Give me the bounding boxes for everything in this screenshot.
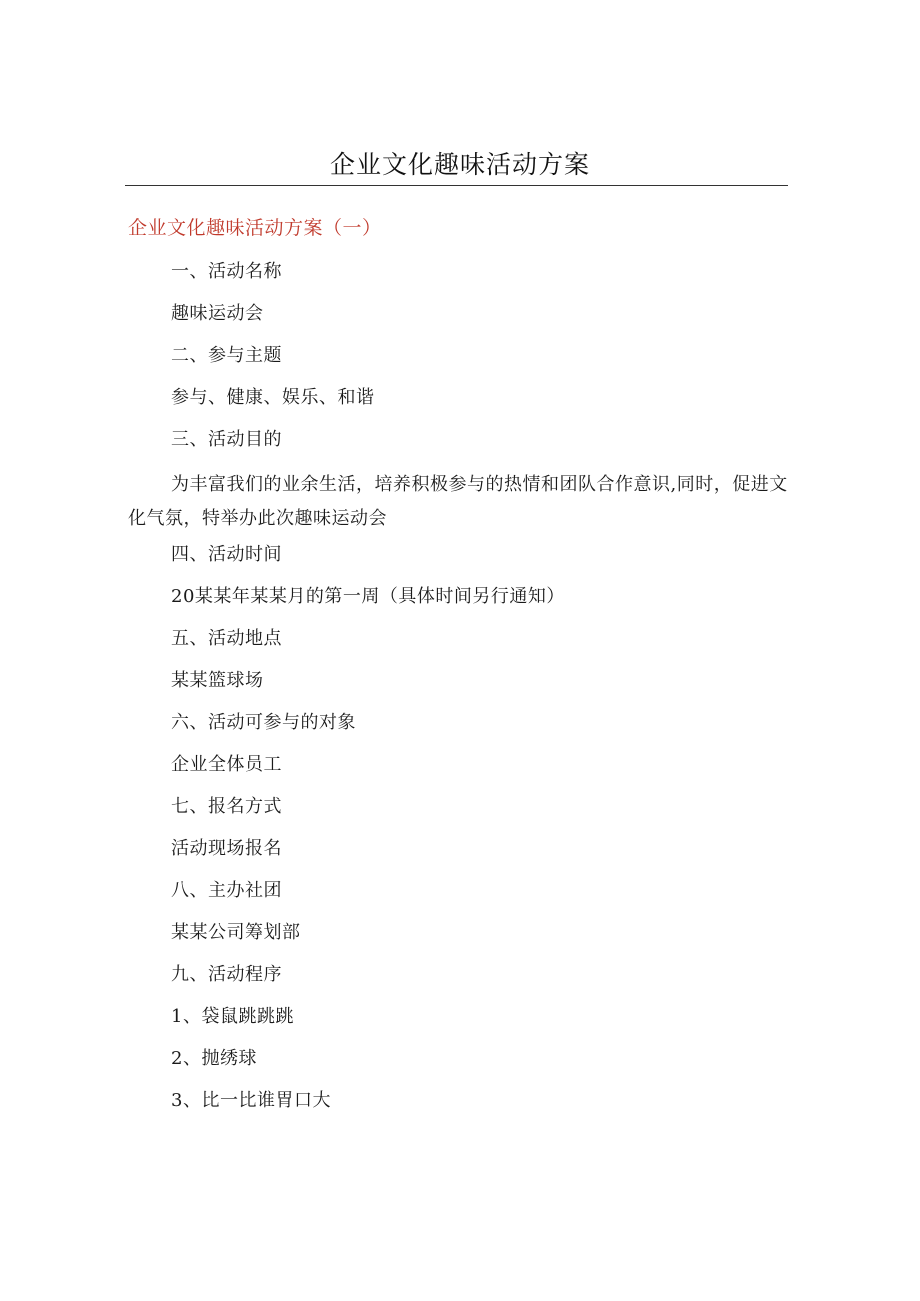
heading-registration: 七、报名方式: [171, 796, 282, 817]
text-activity-name: 趣味运动会: [171, 303, 264, 324]
heading-theme: 二、参与主题: [171, 345, 282, 366]
heading-program: 九、活动程序: [171, 964, 282, 985]
heading-activity-name: 一、活动名称: [171, 261, 282, 282]
document-title: 企业文化趣味活动方案: [329, 150, 590, 179]
document-body: [128, 258, 788, 1129]
heading-participants: 六、活动可参与的对象: [171, 712, 356, 733]
heading-purpose: 三、活动目的: [171, 429, 282, 450]
title-underline: [125, 185, 788, 186]
program-item: 1、袋鼠跳跳跳: [171, 1006, 294, 1027]
heading-location: 五、活动地点: [171, 628, 282, 649]
heading-organizer: 八、主办社团: [171, 880, 282, 901]
section-heading: 企业文化趣味活动方案（一）: [128, 217, 382, 239]
program-item: 3、比一比谁胃口大: [171, 1090, 331, 1111]
text-purpose: 为丰富我们的业余生活，培养积极参与的热情和团队合作意识,同时，促进文化气氛，特举办此次趣味运动会: [128, 474, 788, 529]
text-theme: 参与、健康、娱乐、和谐: [171, 387, 375, 408]
program-item: 2、抛绣球: [171, 1048, 257, 1069]
text-location: 某某篮球场: [171, 670, 264, 691]
heading-time: 四、活动时间: [171, 544, 282, 565]
text-registration: 活动现场报名: [171, 838, 282, 859]
text-time: 20某某年某某月的第一周（具体时间另行通知）: [171, 586, 565, 607]
text-participants: 企业全体员工: [171, 754, 282, 775]
text-organizer: 某某公司筹划部: [171, 922, 301, 943]
